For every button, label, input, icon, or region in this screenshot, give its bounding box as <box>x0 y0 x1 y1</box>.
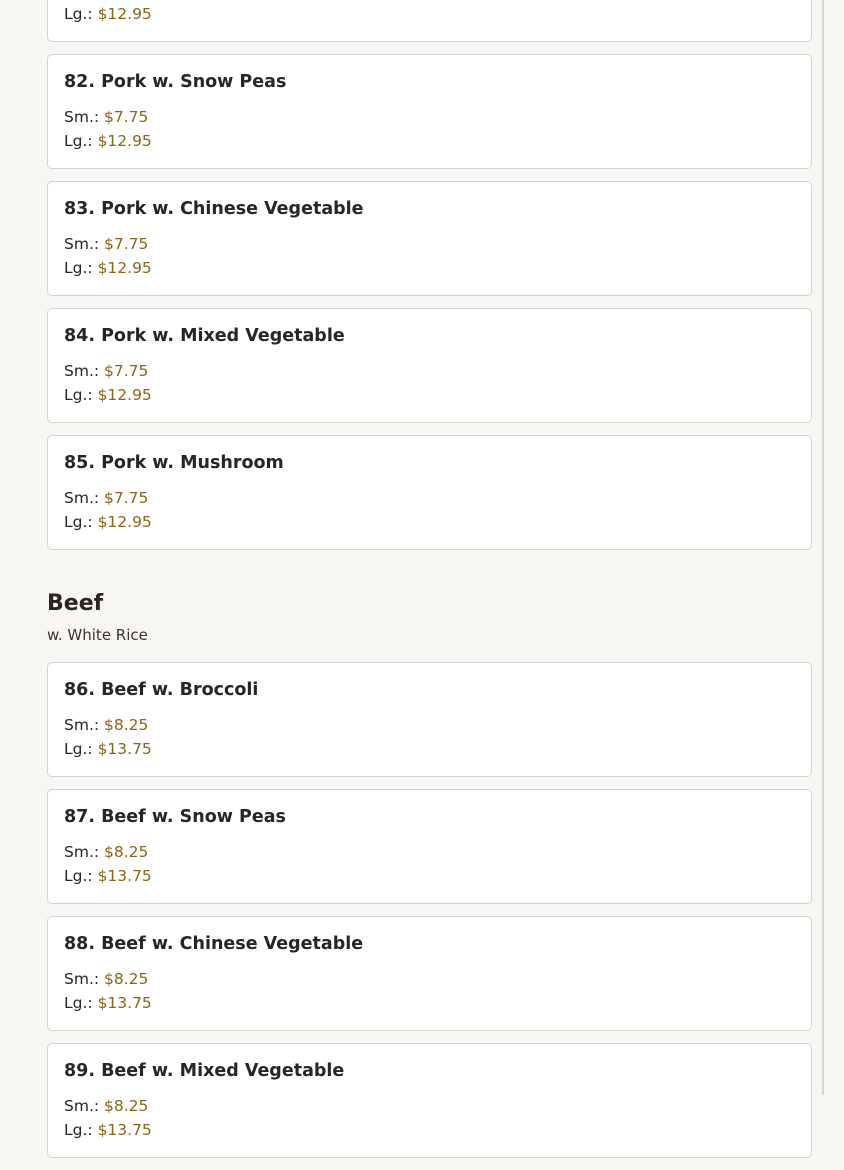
large-price: $13.75 <box>97 1121 152 1139</box>
small-price-line <box>64 359 795 383</box>
large-label: Lg.: <box>64 1121 93 1139</box>
small-price: $8.25 <box>104 843 149 861</box>
beef-section-header <box>47 562 812 646</box>
large-price: $12.95 <box>97 5 152 23</box>
large-price-line <box>64 2 795 26</box>
large-price: $12.95 <box>97 513 152 531</box>
large-price-line <box>64 737 795 761</box>
small-label: Sm.: <box>64 108 100 126</box>
large-price-line <box>64 129 795 153</box>
menu-item-title: 88. Beef w. Chinese Vegetable <box>64 934 364 954</box>
menu-item-card[interactable] <box>47 1043 812 1158</box>
menu-item-card[interactable] <box>47 181 812 296</box>
large-price-line <box>64 1118 795 1142</box>
large-label: Lg.: <box>64 867 93 885</box>
menu-item-title: 87. Beef w. Snow Peas <box>64 807 286 827</box>
small-price-line <box>64 486 795 510</box>
menu-item-card[interactable] <box>47 789 812 904</box>
menu-item-title: 86. Beef w. Broccoli <box>64 680 259 700</box>
large-label: Lg.: <box>64 513 93 531</box>
menu-item-title: 82. Pork w. Snow Peas <box>64 72 287 92</box>
small-price-line <box>64 713 795 737</box>
large-label: Lg.: <box>64 740 93 758</box>
small-price: $7.75 <box>104 235 149 253</box>
large-label: Lg.: <box>64 132 93 150</box>
menu-item-card[interactable] <box>47 308 812 423</box>
large-label: Lg.: <box>64 5 93 23</box>
large-label: Lg.: <box>64 386 93 404</box>
menu-item-card[interactable] <box>47 662 812 777</box>
menu-item-title: 89. Beef w. Mixed Vegetable <box>64 1061 345 1081</box>
menu-item-card[interactable] <box>47 916 812 1031</box>
menu-content <box>47 0 812 1170</box>
small-price: $7.75 <box>104 489 149 507</box>
small-price: $7.75 <box>104 362 149 380</box>
small-label: Sm.: <box>64 716 100 734</box>
large-price: $13.75 <box>97 994 152 1012</box>
large-price: $12.95 <box>97 132 152 150</box>
small-label: Sm.: <box>64 489 100 507</box>
section-note: w. White Rice <box>47 626 148 644</box>
small-price: $8.25 <box>104 716 149 734</box>
menu-item-title: 85. Pork w. Mushroom <box>64 453 284 473</box>
small-price: $8.25 <box>104 970 149 988</box>
large-price: $13.75 <box>97 867 152 885</box>
large-price-line <box>64 383 795 407</box>
small-label: Sm.: <box>64 970 100 988</box>
small-price-line <box>64 105 795 129</box>
small-price: $7.75 <box>104 108 149 126</box>
menu-item-card[interactable] <box>47 0 812 42</box>
large-price-line <box>64 864 795 888</box>
large-price-line <box>64 510 795 534</box>
large-price: $12.95 <box>97 259 152 277</box>
section-title: Beef <box>47 591 104 616</box>
large-price: $13.75 <box>97 740 152 758</box>
small-price: $8.25 <box>104 1097 149 1115</box>
small-label: Sm.: <box>64 235 100 253</box>
large-label: Lg.: <box>64 259 93 277</box>
small-price-line <box>64 840 795 864</box>
small-price-line <box>64 1094 795 1118</box>
small-price-line <box>64 232 795 256</box>
large-price-line <box>64 256 795 280</box>
menu-item-card[interactable] <box>47 54 812 169</box>
large-price-line <box>64 991 795 1015</box>
small-label: Sm.: <box>64 843 100 861</box>
small-price-line <box>64 967 795 991</box>
page-edge-divider <box>822 0 824 1095</box>
menu-item-card[interactable] <box>47 435 812 550</box>
menu-item-title: 83. Pork w. Chinese Vegetable <box>64 199 364 219</box>
small-label: Sm.: <box>64 1097 100 1115</box>
large-label: Lg.: <box>64 994 93 1012</box>
small-label: Sm.: <box>64 362 100 380</box>
menu-item-title: 84. Pork w. Mixed Vegetable <box>64 326 345 346</box>
large-price: $12.95 <box>97 386 152 404</box>
